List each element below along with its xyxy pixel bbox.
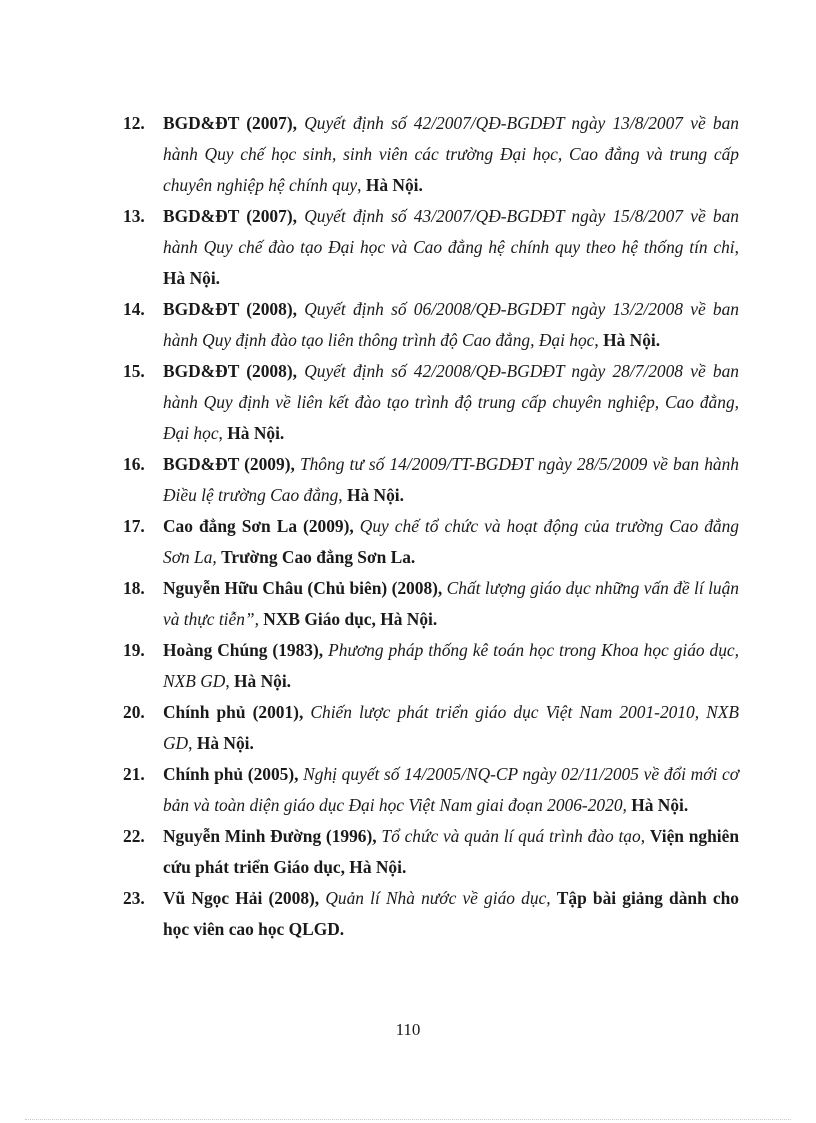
reference-publisher: NXB Giáo dục, Hà Nội. [263,609,438,629]
reference-number: 19. [123,640,145,660]
reference-title: Quyết định số 42/2007/QĐ-BGDĐT ngày 13/8/2007 về ban hành Quy chế học sinh, sinh viên các trường Đại học, Cao đẳng và trung cấp chuyên nghiệp hệ chính quy [163,113,739,195]
reference-publisher: Hà Nội. [346,485,404,505]
reference-number: 20. [123,702,145,722]
reference-author: BGD&ĐT (2007), [163,206,305,226]
page-number: 110 [395,1020,421,1039]
reference-separator: , [734,237,739,257]
reference-author: Cao đẳng Sơn La (2009), [163,516,360,536]
reference-publisher: Hà Nội. [234,671,292,691]
reference-separator: , [218,423,228,443]
reference-item [123,356,739,449]
reference-item [123,511,739,573]
reference-item [123,573,739,635]
reference-item [123,449,739,511]
page-bottom-divider [25,1119,791,1120]
reference-author: Chính phủ (2001), [163,702,311,722]
reference-number: 22. [123,826,145,846]
reference-title: Quyết định số 42/2008/QĐ-BGDĐT ngày 28/7/2008 về ban hành Quy định về liên kết đào tạo trình độ trung cấp chuyên nghiệp, Cao đẳng, Đại học [163,361,739,443]
reference-number: 23. [123,888,145,908]
reference-author: BGD&ĐT (2008), [163,361,305,381]
reference-title: Quyết định số 06/2008/QĐ-BGDĐT ngày 13/2/2008 về ban hành Quy định đào tạo liên thông trình độ Cao đẳng, Đại học [163,299,739,350]
reference-publisher: Hà Nội. [603,330,661,350]
reference-number: 13. [123,206,145,226]
reference-publisher: Tập bài giảng dành cho học viên cao học QLGD. [163,888,739,939]
reference-separator: , [640,826,650,846]
reference-item [123,697,739,759]
reference-number: 18. [123,578,145,598]
reference-number: 16. [123,454,145,474]
reference-number: 14. [123,299,145,319]
reference-author: Chính phủ (2005), [163,764,304,784]
reference-publisher: Hà Nội. [631,795,689,815]
reference-number: 15. [123,361,145,381]
reference-author: Nguyễn Hữu Châu (Chủ biên) (2008), [163,578,447,598]
reference-number: 21. [123,764,145,784]
reference-publisher: Hà Nội. [365,175,423,195]
reference-title: Quy chế tổ chức và hoạt động của trường Cao đẳng Sơn La, [163,516,739,567]
reference-author: BGD&ĐT (2007), [163,113,305,133]
reference-author: Hoàng Chúng (1983), [163,640,329,660]
reference-item [123,201,739,294]
reference-publisher: Hà Nội. [227,423,285,443]
reference-publisher: Trường Cao đẳng Sơn La. [221,547,416,567]
reference-number: 12. [123,113,145,133]
reference-author: BGD&ĐT (2008), [163,299,305,319]
reference-item [123,294,739,356]
reference-title: Phương pháp thống kê toán học trong Khoa học giáo dục, NXB GD [163,640,739,691]
reference-separator: , [225,671,235,691]
reference-title: Chiến lược phát triển giáo dục Việt Nam 2001-2010, NXB GD [163,702,740,753]
reference-title: Nghị quyết số 14/2005/NQ-CP ngày 02/11/2005 về đổi mới cơ bản và toàn diện giáo dục Đại học Việt Nam giai đoạn 2006-2020, [163,764,739,815]
reference-item [123,759,739,821]
reference-title: Tổ chức và quản lí quá trình đào tạo [381,826,641,846]
reference-number: 17. [123,516,145,536]
reference-author: BGD&ĐT (2009), [163,454,300,474]
reference-publisher: Hà Nội. [163,268,221,288]
reference-item [123,821,739,883]
reference-publisher: Hà Nội. [196,733,254,753]
reference-title: Thông tư số 14/2009/TT-BGDĐT ngày 28/5/2009 về ban hành Điều lệ trường Cao đẳng [163,454,739,505]
reference-separator: , [338,485,347,505]
reference-item [123,108,739,201]
reference-title: Quyết định số 43/2007/QĐ-BGDĐT ngày 15/8/2007 về ban hành Quy chế đào tạo Đại học và Cao đẳng hệ chính quy theo hệ thống tín chỉ [163,206,739,257]
reference-item [123,635,739,697]
reference-separator: , [357,175,366,195]
reference-item [123,883,739,945]
reference-publisher: Viện nghiên cứu phát triển Giáo dục, Hà Nội. [163,826,740,877]
reference-title: Quản lí Nhà nước về giáo dục, [325,888,551,908]
reference-author: Vũ Ngọc Hải (2008), [163,888,326,908]
reference-author: Nguyễn Minh Đường (1996), [163,826,382,846]
reference-list [123,108,739,945]
reference-separator: , [594,330,604,350]
reference-title: Chất lượng giáo dục những vấn đề lí luận và thực tiễn”, [163,578,739,629]
reference-separator: , [188,733,197,753]
